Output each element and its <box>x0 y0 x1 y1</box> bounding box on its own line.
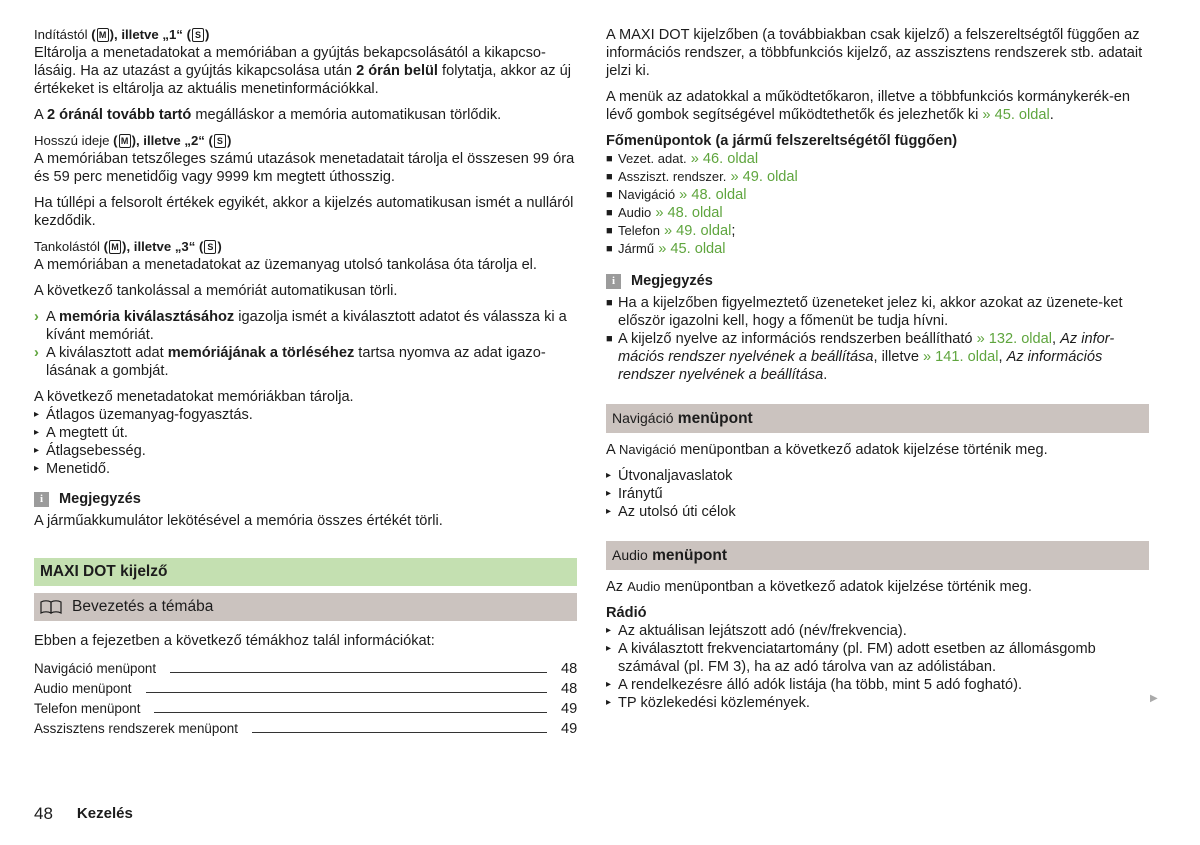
bullet-square-icon: ■ <box>606 153 613 165</box>
maxi-dot-intro: A MAXI DOT kijelzőben (a továbbiakban csak kijelző) a felszereltségtől függően az információs rendszer, a többfunkciós kijelző, az asszisztens rendszerek stb. adatait jelzi ki. <box>606 27 1143 79</box>
page-link[interactable]: » 132. oldal <box>976 331 1053 347</box>
bullet-triangle-icon: ▸ <box>606 679 612 690</box>
list-item: ▸ Átlagos üzemanyag-fogyasztás. <box>34 407 253 423</box>
radio-heading: Rádió <box>606 605 647 621</box>
toc-row[interactable]: Audio menüpont 48 <box>34 681 578 697</box>
toc-leader <box>154 712 547 713</box>
bullet-triangle-icon: ▸ <box>606 643 612 654</box>
step-select-memory: › A memória kiválasztásához igazolja ismét a kiválasztott adatot és válassza ki a kívánt memóriát. <box>34 309 567 343</box>
bullet-triangle-icon: ▸ <box>606 697 612 708</box>
note-heading: i Megjegyzés <box>606 272 1149 290</box>
long-term-heading: Hosszú ideje ( M ), illetve „2“ ( S ) <box>34 133 232 148</box>
long-term-text: A memóriában tetszőleges számú utazások menetadatait tárolja el összesen 99 óra és 59 perc menetidőig vagy 9999 km megtett úthosszig. <box>34 151 575 185</box>
since-refuel-text-2: A következő tankolással a memóriát automatikusan törli. <box>34 283 398 299</box>
toc-row[interactable]: Asszisztens rendszerek menüpont 49 <box>34 721 578 737</box>
step-delete-memory: › A kiválasztott adat memóriájának a törléséhez tartsa nyomva az adat igazo-lásának a gombját. <box>34 345 546 379</box>
bullet-triangle-icon: ▸ <box>606 488 612 499</box>
step-arrow-icon: › <box>34 345 39 361</box>
page-number: 48 <box>34 804 53 823</box>
toc-leader <box>170 672 547 673</box>
s-badge-icon: S <box>204 240 216 254</box>
navigation-intro: A Navigáció menüpontban a következő adatok kijelzése történik meg. <box>606 442 1048 458</box>
navigation-menu-heading: Navigáció menüpont <box>606 404 1149 433</box>
note-heading: i Megjegyzés <box>34 490 577 508</box>
toc-row[interactable]: Navigáció menüpont 48 <box>34 661 578 677</box>
list-item: ▸ Menetidő. <box>34 461 111 477</box>
list-item: ▸ A megtett út. <box>34 425 128 441</box>
page-link[interactable]: » 49. oldal <box>730 169 798 185</box>
main-menu-list <box>606 150 1149 258</box>
stored-data-intro: A következő menetadatokat memóriákban tárolja. <box>34 389 354 405</box>
list-item: ■ Jármű » 45. oldal <box>606 241 726 257</box>
page-link[interactable]: » 45. oldal <box>658 241 726 257</box>
since-start-heading: Indítástól ( M ), illetve „1“ ( S ) <box>34 27 210 42</box>
list-item: ▸ Iránytű <box>606 486 663 502</box>
since-refuel-heading: Tankolástól ( M ), illetve „3“ ( S ) <box>34 239 222 254</box>
s-badge-icon: S <box>192 28 204 42</box>
since-start-text-2: A 2 óránál tovább tartó megálláskor a memória automatikusan törlődik. <box>34 107 502 123</box>
left-column <box>34 26 577 740</box>
list-item: ▸ A rendelkezésre álló adók listája (ha több, mint 5 adó fogható). <box>606 677 1023 693</box>
navigation-list <box>606 467 1149 521</box>
main-menu-heading: Főmenüpontok (a jármű felszereltségétől függően) <box>606 133 958 149</box>
list-item: ■ Navigáció » 48. oldal <box>606 187 747 203</box>
s-badge-icon: S <box>214 134 226 148</box>
list-item: ▸ Az utolsó úti célok <box>606 504 736 520</box>
bullet-square-icon: ■ <box>606 243 613 255</box>
since-start-text: Eltárolja a menetadatokat a memóriában a gyújtás bekapcsolásától a kikapcso-lásáig. Ha az utazást a gyújtás kikapcsolása után 2 órán belül folytatja, akkor az új értékeket is eltárolja az aktuális menetinformációkkal. <box>34 45 571 97</box>
list-item: ■ Telefon » 49. oldal; <box>606 223 736 239</box>
list-item: ▸ Az aktuálisan lejátszott adó (név/frekvencia). <box>606 623 907 639</box>
bullet-triangle-icon: ▸ <box>34 427 40 438</box>
bullet-triangle-icon: ▸ <box>34 463 40 474</box>
page-link[interactable]: » 48. oldal <box>679 187 747 203</box>
list-item: ■ Assziszt. rendszer. » 49. oldal <box>606 169 798 185</box>
page-link[interactable]: » 45. oldal <box>982 107 1050 123</box>
instruction-steps <box>34 308 577 380</box>
bullet-square-icon: ■ <box>606 225 613 237</box>
list-item: ■ Vezet. adat. » 46. oldal <box>606 151 759 167</box>
bullet-triangle-icon: ▸ <box>606 625 612 636</box>
audio-intro: Az Audio menüpontban a következő adatok kijelzése történik meg. <box>606 579 1032 595</box>
since-refuel-text: A memóriában a menetadatokat az üzemanyag utolsó tankolása óta tárolja el. <box>34 257 537 273</box>
list-item: ▸ A kiválasztott frekvenciatartomány (pl. FM) adott esetben az állomásgomb számával (pl. FM 3), ha az adó tárolva van az adólistában. <box>606 641 1096 675</box>
right-column <box>606 26 1149 712</box>
radio-list <box>606 622 1149 712</box>
m-badge-icon: M <box>109 240 121 254</box>
m-badge-icon: M <box>119 134 131 148</box>
table-of-contents <box>34 660 577 738</box>
bullet-triangle-icon: ▸ <box>34 445 40 456</box>
section-title-maxi-dot: MAXI DOT kijelző <box>34 558 577 586</box>
continue-arrow-icon: ▶ <box>1150 693 1158 704</box>
toc-leader <box>252 732 547 733</box>
bullet-square-icon: ■ <box>606 297 613 309</box>
bullet-square-icon: ■ <box>606 333 613 345</box>
page-link[interactable]: » 49. oldal <box>663 223 732 239</box>
list-item: ▸ TP közlekedési közlemények. <box>606 695 810 711</box>
note-text: A járműakkumulátor lekötésével a memória összes értékét törli. <box>34 513 443 529</box>
note-item: ■ Ha a kijelzőben figyelmeztető üzeneteket jelez ki, akkor azokat az üzenete-ket először igazolni kell, hogy a főmenüt be tudja hívni. <box>606 295 1123 329</box>
audio-menu-heading: Audio menüpont <box>606 541 1149 570</box>
menu-operation-text: A menük az adatokkal a működtetőkaron, illetve a többfunkciós kormánykerék-en lévő gombok segítségével működtethetők és jelezhetők ki » 45. oldal. <box>606 89 1131 123</box>
book-icon <box>40 600 62 614</box>
page-link[interactable]: » 141. oldal <box>923 349 999 365</box>
bullet-triangle-icon: ▸ <box>606 506 612 517</box>
list-item: ▸ Útvonaljavaslatok <box>606 468 733 484</box>
page-link[interactable]: » 48. oldal <box>655 205 723 221</box>
list-item: ■ Audio » 48. oldal <box>606 205 723 221</box>
chapter-name: Kezelés <box>76 805 133 822</box>
toc-row[interactable]: Telefon menüpont 49 <box>34 701 578 717</box>
page-link[interactable]: » 46. oldal <box>690 151 759 167</box>
info-icon: i <box>606 274 621 289</box>
bullet-square-icon: ■ <box>606 189 613 201</box>
toc-leader <box>146 692 547 693</box>
bullet-square-icon: ■ <box>606 171 613 183</box>
info-icon: i <box>34 492 49 507</box>
note-item: ■ A kijelző nyelve az információs rendszerben beállítható » 132. oldal, Az infor-mációs rendszer nyelvének a beállítása, illetve » 141. oldal, Az információs rendszer nyelvének a beállítása. <box>606 331 1115 383</box>
list-item: ▸ Átlagsebesség. <box>34 443 146 459</box>
intro-text: Ebben a fejezetben a következő témákhoz talál információkat: <box>34 633 435 649</box>
bullet-square-icon: ■ <box>606 207 613 219</box>
bullet-triangle-icon: ▸ <box>606 470 612 481</box>
long-term-text-2: Ha túllépi a felsorolt értékek egyikét, akkor a kijelzés automatikusan ismét a nulláról kezdődik. <box>34 195 574 229</box>
page-footer <box>34 805 133 823</box>
intro-heading: Bevezetés a témába <box>34 593 577 621</box>
step-arrow-icon: › <box>34 309 39 325</box>
stored-data-list <box>34 406 577 478</box>
bullet-triangle-icon: ▸ <box>34 409 40 420</box>
m-badge-icon: M <box>97 28 109 42</box>
